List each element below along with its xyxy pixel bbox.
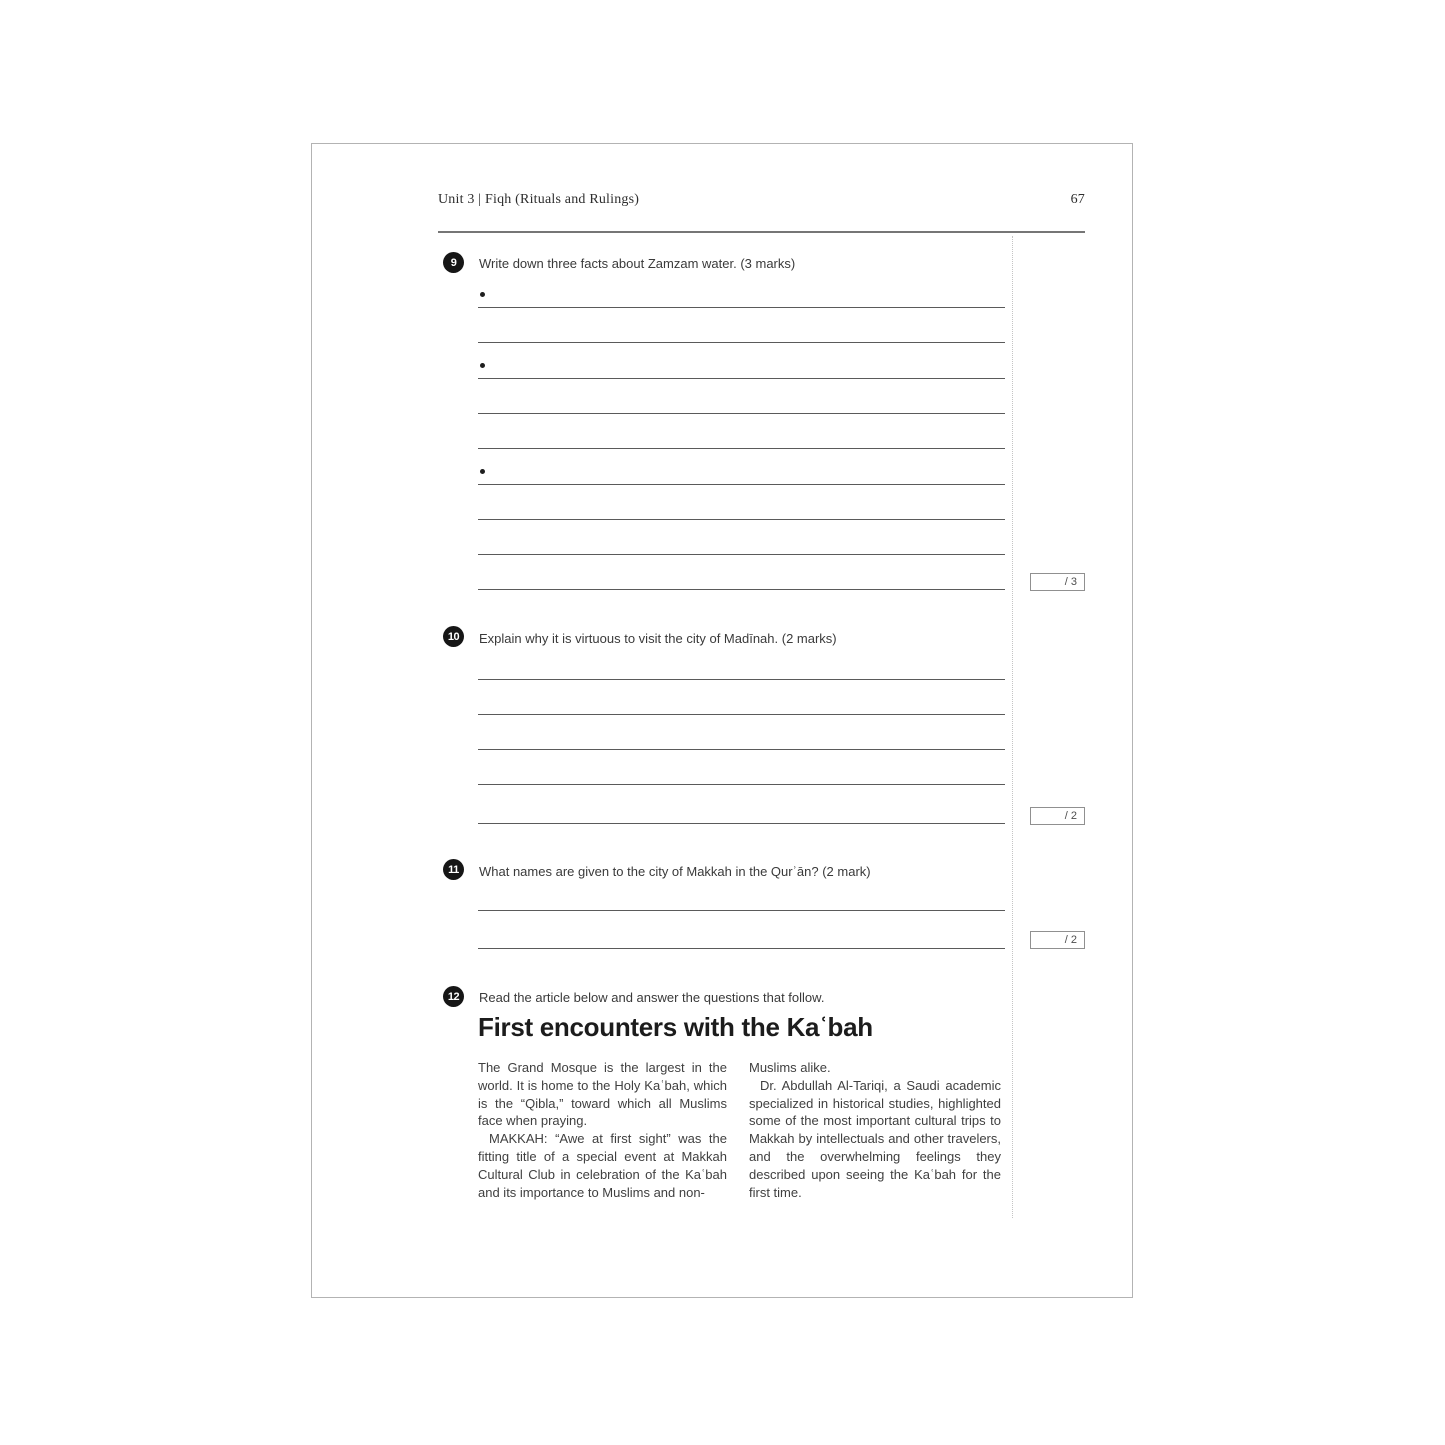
answer-line [478,378,1005,379]
article-paragraph: Muslims alike. [749,1060,831,1075]
question-12-badge [443,986,464,1007]
answer-line [478,413,1005,414]
question-11-marks-box [1030,931,1085,949]
page-header [438,192,1085,208]
answer-line [478,484,1005,485]
article-column-left [478,1059,727,1201]
answer-line [478,554,1005,555]
article-paragraph: MAKKAH: “Awe at first sight” was the fitting title of a special event at Makkah Cultural Club in celebration of the Kaʿbah and its importance to Muslims and non- [478,1131,727,1200]
question-12-number: 12 [447,990,460,1003]
question-11-marks-value: / 2 [1064,934,1077,946]
bullet-marker [480,469,485,474]
answer-line [478,823,1005,824]
margin-divider-dotted [1012,236,1013,1218]
question-9-marks-value: / 3 [1064,576,1077,588]
question-9-marks-box [1030,573,1085,591]
question-11-prompt: What names are given to the city of Makkah in the Qurʾān? (2 mark) [479,864,871,879]
answer-line [478,448,1005,449]
header-rule [438,231,1085,233]
question-9-badge [443,252,464,273]
workbook-page [311,143,1133,1298]
question-11-badge [443,859,464,880]
answer-line [478,910,1005,911]
article-paragraph: Dr. Abdullah Al-Tariqi, a Saudi academic specialized in historical studies, highlighted some of the most important cultural trips to Makkah by intellectuals and other travelers, and the overwhelming feelings they described upon seeing the Kaʿbah for the first time. [749,1077,1001,1200]
question-10-marks-box [1030,807,1085,825]
question-12-prompt: Read the article below and answer the questions that follow. [479,990,825,1005]
question-9-prompt: Write down three facts about Zamzam water. (3 marks) [479,256,796,271]
article-column-right [749,1059,1001,1201]
answer-line [478,749,1005,750]
bullet-marker [480,292,485,297]
answer-line [478,307,1005,308]
answer-line [478,679,1005,680]
question-9-number: 9 [450,256,457,269]
question-10-number: 10 [447,630,460,643]
question-11-number: 11 [448,863,459,876]
answer-line [478,519,1005,520]
question-10-marks-value: / 2 [1064,810,1077,822]
question-10-prompt: Explain why it is virtuous to visit the city of Madīnah. (2 marks) [479,631,837,646]
page-number: 67 [1070,192,1085,207]
article-paragraph: The Grand Mosque is the largest in the world. It is home to the Holy Kaʿbah, which is the “Qibla,” toward which all Muslims face when praying. [478,1060,727,1129]
answer-line [478,589,1005,590]
bullet-marker [480,363,485,368]
breadcrumb: Unit 3 | Fiqh (Rituals and Rulings) [438,192,640,207]
answer-line [478,342,1005,343]
answer-line [478,714,1005,715]
answer-line [478,948,1005,949]
answer-line [478,784,1005,785]
question-10-badge [443,626,464,647]
article-title: First encounters with the Kaʿbah [478,1012,873,1042]
